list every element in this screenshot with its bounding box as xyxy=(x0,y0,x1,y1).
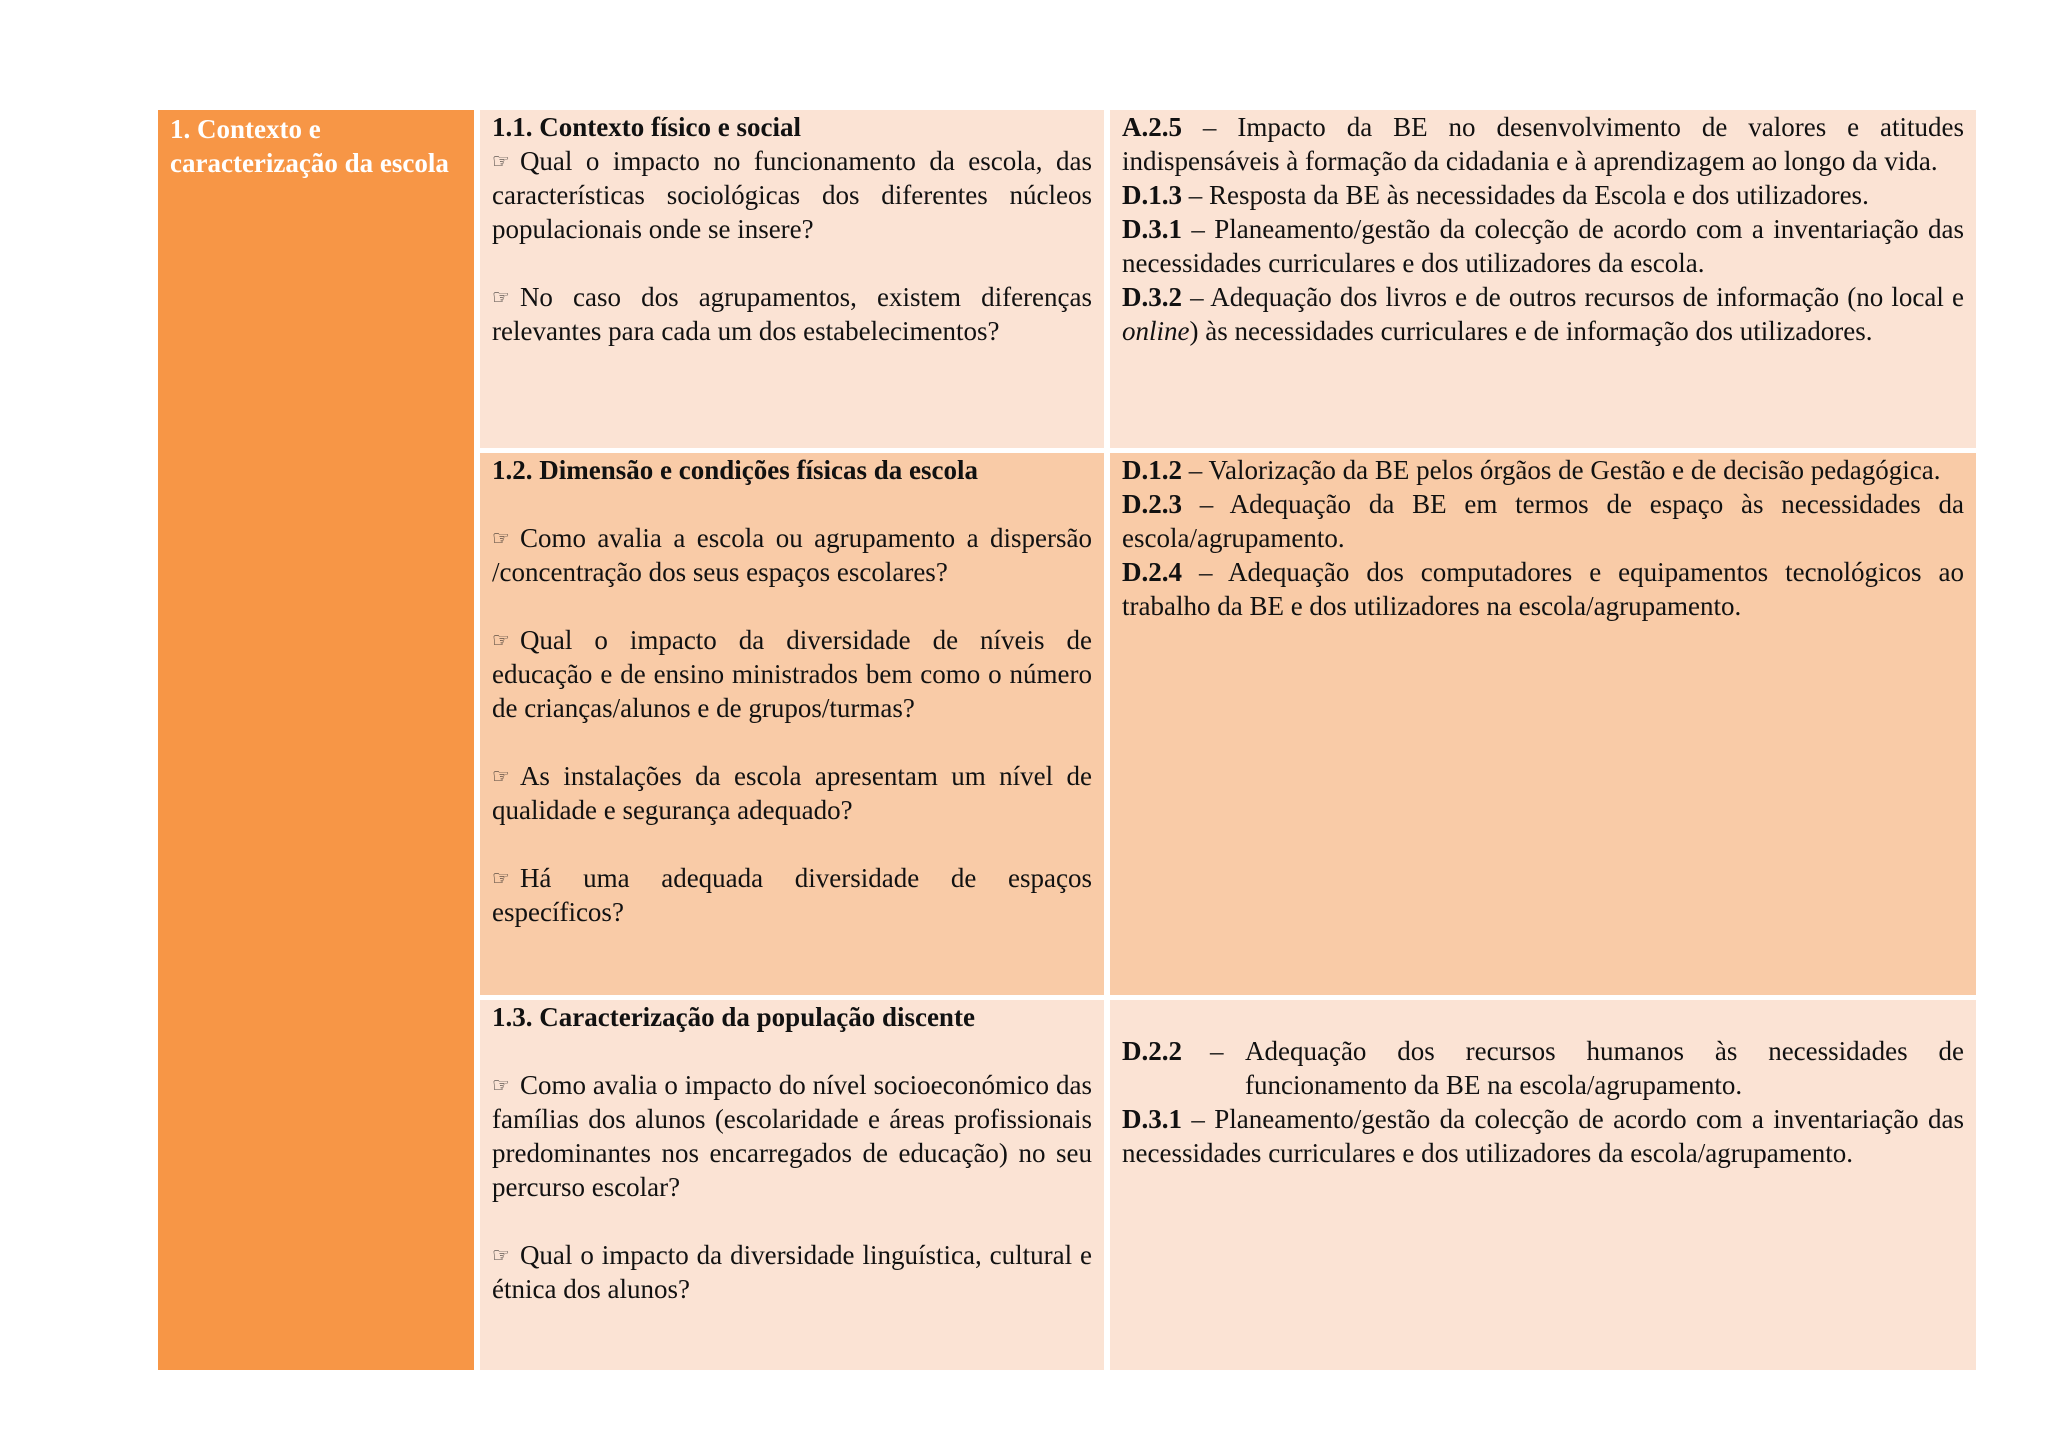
reference-item: D.3.2 – Adequação dos livros e de outros recursos de informação (no local e online) às necessidades curriculares e de informação dos utilizadores. xyxy=(1122,282,1964,346)
reference-item: D.1.3 – Resposta da BE às necessidades da Escola e dos utilizadores. xyxy=(1122,180,1869,210)
question-item: ☞ Qual o impacto da diversidade linguística, cultural e étnica dos alunos? xyxy=(492,1240,1092,1304)
pointing-hand-icon: ☞ xyxy=(492,526,510,550)
question-item: ☞ Como avalia a escola ou agrupamento a dispersão /concentração dos seus espaços escolares? xyxy=(492,523,1092,587)
question-item: ☞ Como avalia o impacto do nível socioeconómico das famílias dos alunos (escolaridade e áreas profissionais predominantes nos encarregados de educação) no seu percurso escolar? xyxy=(492,1070,1092,1202)
pointing-hand-icon: ☞ xyxy=(492,764,510,788)
section-title: 1. Contexto e caracterização da escola xyxy=(158,110,474,1370)
pointing-hand-icon: ☞ xyxy=(492,285,510,309)
row-2-heading: 1.2. Dimensão e condições físicas da escola xyxy=(492,455,978,485)
row-3-questions xyxy=(480,1000,1104,1370)
row-2-references xyxy=(1110,453,1976,995)
row-3-references xyxy=(1110,1000,1976,1370)
question-item: ☞ As instalações da escola apresentam um nível de qualidade e segurança adequado? xyxy=(492,761,1092,825)
reference-item: D.2.2 – Adequação dos recursos humanos às necessidades de funcionamento da BE na escola/agrupamento. xyxy=(1122,1036,1964,1100)
question-item: ☞ Há uma adequada diversidade de espaços específicos? xyxy=(492,863,1092,927)
row-3-heading: 1.3. Caracterização da população discente xyxy=(492,1002,975,1032)
criteria-table xyxy=(158,110,1976,1370)
reference-item: D.1.2 – Valorização da BE pelos órgãos de Gestão e de decisão pedagógica. xyxy=(1122,455,1941,485)
pointing-hand-icon: ☞ xyxy=(492,1243,510,1267)
row-1-references xyxy=(1110,110,1976,448)
pointing-hand-icon: ☞ xyxy=(492,628,510,652)
row-1-questions xyxy=(480,110,1104,448)
reference-item: D.2.4 – Adequação dos computadores e equipamentos tecnológicos ao trabalho da BE e dos utilizadores na escola/agrupamento. xyxy=(1122,557,1964,621)
reference-item: D.3.1 – Planeamento/gestão da colecção de acordo com a inventariação das necessidades curriculares e dos utilizadores da escola/agrupamento. xyxy=(1122,1104,1964,1168)
pointing-hand-icon: ☞ xyxy=(492,866,510,890)
reference-item: D.2.3 – Adequação da BE em termos de espaço às necessidades da escola/agrupamento. xyxy=(1122,489,1964,553)
question-item: ☞ Qual o impacto da diversidade de níveis de educação e de ensino ministrados bem como o número de crianças/alunos e de grupos/turmas? xyxy=(492,625,1092,723)
reference-item: A.2.5 – Impacto da BE no desenvolvimento de valores e atitudes indispensáveis à formação da cidadania e à aprendizagem ao longo da vida. xyxy=(1122,112,1965,176)
pointing-hand-icon: ☞ xyxy=(492,149,510,173)
question-item: ☞ No caso dos agrupamentos, existem diferenças relevantes para cada um dos estabelecimentos? xyxy=(492,282,1092,346)
row-1-heading: 1.1. Contexto físico e social xyxy=(492,112,801,142)
reference-item: D.3.1 – Planeamento/gestão da colecção de acordo com a inventariação das necessidades curriculares e dos utilizadores da escola. xyxy=(1122,214,1964,278)
question-item: ☞ Qual o impacto no funcionamento da escola, das características sociológicas dos diferentes núcleos populacionais onde se insere? xyxy=(492,146,1092,244)
pointing-hand-icon: ☞ xyxy=(492,1073,510,1097)
row-2-questions xyxy=(480,453,1104,995)
